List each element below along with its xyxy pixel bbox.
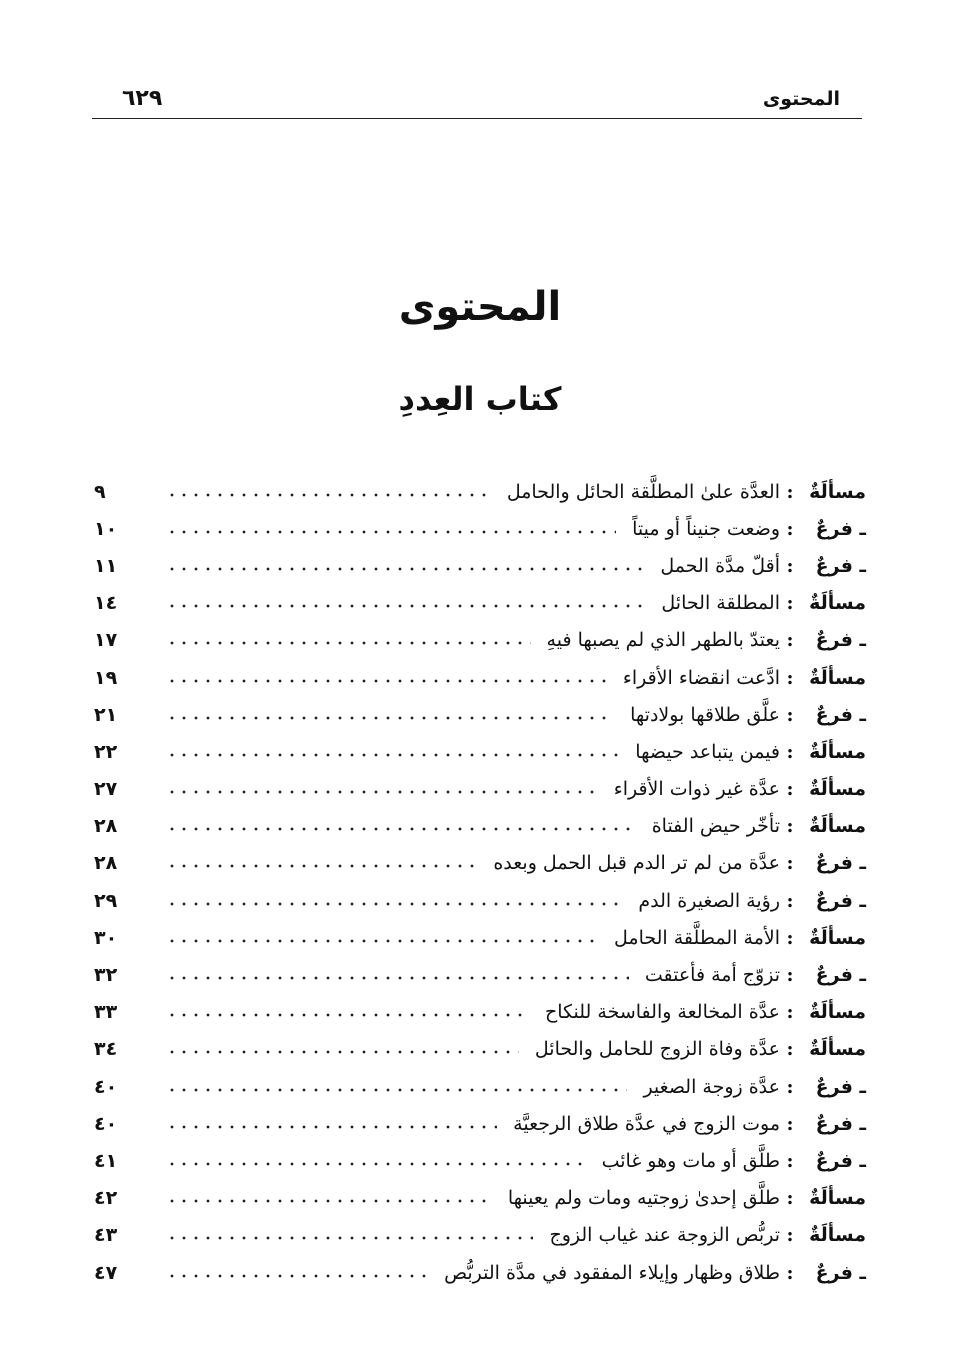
- dot-leader: [166, 1013, 529, 1017]
- toc-entry: [92, 956, 866, 993]
- toc-entry-page-number: ١٧: [94, 629, 118, 652]
- dot-leader: [166, 1236, 533, 1240]
- toc-entry-separator: :: [786, 815, 794, 838]
- toc-entry: [92, 733, 866, 770]
- toc-entry-separator: :: [786, 554, 794, 577]
- toc-entry-separator: :: [786, 1038, 794, 1061]
- page-title: المحتوى: [398, 284, 562, 330]
- toc-entry-page-number: ١٠: [94, 517, 118, 540]
- toc-entry-label: ـ فرعٌ: [815, 852, 866, 875]
- dot-leader: [166, 641, 531, 645]
- toc-entry-separator: :: [786, 1149, 794, 1172]
- toc-entry-label: مسألَةٌ: [809, 740, 866, 763]
- dot-leader: [166, 679, 607, 683]
- dot-leader: [166, 1199, 492, 1203]
- toc-entry-title: تزوّج أمة فأعتقت: [644, 964, 780, 987]
- toc-entry-title: تربُّص الزوجة عند غياب الزوج: [549, 1224, 780, 1247]
- toc-entry-label: ـ فرعٌ: [815, 1075, 866, 1098]
- toc-entry-separator: :: [786, 964, 794, 987]
- toc-entry-title: عدَّة وفاة الزوج للحامل والحائل: [534, 1038, 780, 1061]
- toc-entry-label: مسألَةٌ: [809, 815, 866, 838]
- toc-entry-title: عدَّة زوجة الصغير: [643, 1075, 780, 1098]
- table-of-contents: [92, 473, 866, 1291]
- toc-entry: [92, 845, 866, 882]
- toc-entry-title: طلَّق أو مات وهو غائب: [601, 1149, 780, 1172]
- toc-entry-page-number: ٤٢: [94, 1187, 118, 1210]
- toc-entry-separator: :: [786, 666, 794, 689]
- dot-leader: [166, 902, 622, 906]
- dot-leader: [166, 753, 619, 757]
- toc-entry-separator: :: [786, 778, 794, 801]
- toc-entry-separator: :: [786, 703, 794, 726]
- toc-entry-title: عدَّة المخالعة والفاسخة للنكاح: [544, 1001, 780, 1024]
- dot-leader: [166, 530, 616, 534]
- toc-entry-page-number: ٢٧: [94, 778, 118, 801]
- toc-entry: [92, 882, 866, 919]
- toc-entry-page-number: ٤١: [94, 1149, 118, 1172]
- toc-entry-title: فيمن يتباعد حيضها: [635, 740, 780, 763]
- toc-entry: [92, 919, 866, 956]
- toc-entry-label: مسألَةٌ: [809, 778, 866, 801]
- toc-entry-page-number: ٢٨: [94, 852, 118, 875]
- toc-entry-title: المطلقة الحائل: [661, 592, 780, 615]
- toc-entry-separator: :: [786, 852, 794, 875]
- toc-entry-title: طلَّق إحدىٰ زوجتيه ومات ولم يعينها: [507, 1187, 780, 1210]
- toc-entry-label: ـ فرعٌ: [815, 1261, 866, 1284]
- toc-entry-page-number: ٣٤: [94, 1038, 118, 1061]
- toc-entry-title: موت الزوج في عدَّة طلاق الرجعيَّة: [513, 1112, 780, 1135]
- toc-entry-label: ـ فرعٌ: [815, 517, 866, 540]
- toc-entry: [92, 585, 866, 622]
- toc-entry: [92, 510, 866, 547]
- toc-entry-separator: :: [786, 889, 794, 912]
- toc-entry-title: الأمة المطلَّقة الحامل: [614, 926, 780, 949]
- dot-leader: [166, 1050, 519, 1054]
- toc-entry-page-number: ٢٨: [94, 815, 118, 838]
- toc-entry-page-number: ٤٠: [94, 1075, 118, 1098]
- dot-leader: [166, 604, 645, 608]
- dot-leader: [166, 976, 629, 980]
- toc-entry-separator: :: [786, 1187, 794, 1210]
- toc-entry-separator: :: [786, 1224, 794, 1247]
- dot-leader: [166, 864, 477, 868]
- toc-entry-separator: :: [786, 1261, 794, 1284]
- toc-entry-title: العدَّة علىٰ المطلَّقة الحائل والحامل: [506, 480, 780, 503]
- toc-entry-separator: :: [786, 1075, 794, 1098]
- toc-entry-page-number: ٢٩: [94, 889, 118, 912]
- toc-entry: [92, 1068, 866, 1105]
- toc-entry: [92, 1217, 866, 1254]
- toc-entry-label: ـ فرعٌ: [815, 964, 866, 987]
- toc-entry-label: ـ فرعٌ: [815, 889, 866, 912]
- section-title: كتاب العِددِ: [398, 380, 562, 418]
- toc-entry: [92, 808, 866, 845]
- toc-entry-separator: :: [786, 517, 794, 540]
- toc-entry: [92, 696, 866, 733]
- toc-entry: [92, 1031, 866, 1068]
- toc-entry-label: مسألَةٌ: [809, 926, 866, 949]
- toc-entry-page-number: ١٩: [94, 666, 118, 689]
- toc-entry: [92, 771, 866, 808]
- toc-entry: [92, 547, 866, 584]
- toc-entry-page-number: ٣٣: [94, 1001, 118, 1024]
- toc-entry-label: مسألَةٌ: [809, 1038, 866, 1061]
- toc-entry: [92, 1180, 866, 1217]
- toc-entry: [92, 1105, 866, 1142]
- toc-entry-separator: :: [786, 926, 794, 949]
- toc-entry: [92, 473, 866, 510]
- dot-leader: [166, 1088, 627, 1092]
- toc-entry-title: طلاق وظهار وإيلاء المفقود في مدَّة التربُّص: [444, 1261, 780, 1284]
- toc-entry-label: ـ فرعٌ: [815, 1149, 866, 1172]
- toc-entry-separator: :: [786, 1112, 794, 1135]
- toc-entry-title: عدَّة غير ذوات الأقراء: [613, 778, 780, 801]
- toc-entry: [92, 1142, 866, 1179]
- toc-entry-page-number: ٣٢: [94, 964, 118, 987]
- page-number: ٦٢٩: [122, 86, 163, 111]
- toc-entry-label: ـ فرعٌ: [815, 629, 866, 652]
- dot-leader: [166, 567, 644, 571]
- toc-entry-title: أقلّ مدَّة الحمل: [660, 554, 780, 577]
- toc-entry-title: علَّق طلاقها بولادتها: [630, 703, 780, 726]
- toc-entry-page-number: ٤٧: [94, 1261, 118, 1284]
- toc-entry-title: وضعت جنيناً أو ميتاً: [632, 517, 780, 540]
- dot-leader: [166, 790, 598, 794]
- dot-leader: [166, 1125, 497, 1129]
- toc-entry-label: ـ فرعٌ: [815, 703, 866, 726]
- toc-entry-label: مسألَةٌ: [809, 666, 866, 689]
- toc-entry-label: ـ فرعٌ: [815, 1112, 866, 1135]
- toc-entry-separator: :: [786, 629, 794, 652]
- toc-entry: [92, 994, 866, 1031]
- toc-entry-page-number: ١٤: [94, 592, 118, 615]
- toc-entry-separator: :: [786, 1001, 794, 1024]
- toc-entry-label: مسألَةٌ: [809, 1001, 866, 1024]
- toc-entry-page-number: ٢٢: [94, 740, 118, 763]
- running-title: المحتوى: [762, 88, 840, 110]
- dot-leader: [166, 827, 636, 831]
- toc-entry-title: ادَّعت انقضاء الأقراء: [622, 666, 780, 689]
- toc-entry-title: تأخّر حيض الفتاة: [651, 815, 780, 838]
- toc-entry-page-number: ٢١: [94, 703, 118, 726]
- toc-entry-separator: :: [786, 592, 794, 615]
- toc-entry-title: يعتدّ بالطهر الذي لم يصبها فيهِ: [546, 629, 780, 652]
- toc-entry-separator: :: [786, 740, 794, 763]
- dot-leader: [166, 716, 614, 720]
- toc-entry-title: عدَّة من لم تر الدم قبل الحمل وبعده: [493, 852, 780, 875]
- dot-leader: [166, 939, 598, 943]
- running-header: [92, 84, 862, 119]
- toc-entry: [92, 622, 866, 659]
- dot-leader: [166, 1162, 586, 1166]
- toc-entry: [92, 659, 866, 696]
- toc-entry-page-number: ٣٠: [94, 926, 118, 949]
- toc-entry: [92, 1254, 866, 1291]
- toc-entry-title: رؤية الصغيرة الدم: [638, 889, 780, 912]
- toc-entry-page-number: ١١: [94, 554, 118, 577]
- toc-entry-label: مسألَةٌ: [809, 1224, 866, 1247]
- toc-entry-label: مسألَةٌ: [809, 592, 866, 615]
- toc-entry-label: مسألَةٌ: [809, 480, 866, 503]
- toc-entry-page-number: ٤٠: [94, 1112, 118, 1135]
- toc-entry-label: ـ فرعٌ: [815, 554, 866, 577]
- toc-entry-page-number: ٤٣: [94, 1224, 118, 1247]
- toc-entry-separator: :: [786, 480, 794, 503]
- toc-entry-page-number: ٩: [94, 480, 106, 503]
- toc-entry-label: مسألَةٌ: [809, 1187, 866, 1210]
- dot-leader: [166, 493, 491, 497]
- dot-leader: [166, 1274, 428, 1278]
